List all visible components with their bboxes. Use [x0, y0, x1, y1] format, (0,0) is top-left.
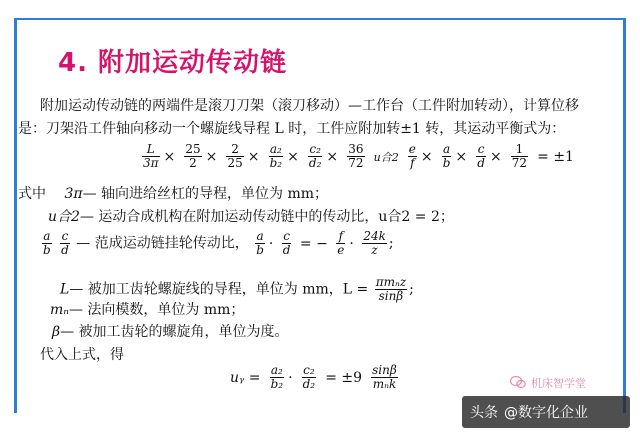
def-4-text: — 被加工齿轮螺旋线的导程，单位为 mm，L = — [69, 281, 369, 298]
footer-attribution[interactable] — [462, 396, 630, 428]
def-2-symbol: u合2 — [48, 209, 80, 225]
slide-border-left — [14, 18, 17, 413]
def-2-text: — 运动合成机构在附加运动传动链中的传动比，u合2 = 2； — [79, 209, 454, 225]
watermark-text: 机床智学堂 — [531, 377, 586, 390]
def-3-eq-24kz: $\frac{24k}{z}$ — [363, 229, 386, 257]
def-line-6 — [52, 323, 289, 341]
slide-border-right — [623, 18, 626, 413]
def-3-eq-ab: $\frac{a}{b}$ — [256, 229, 264, 257]
def-line-1 — [18, 185, 328, 203]
def-3-frac-cd: $\frac{c}{d}$ — [61, 229, 69, 257]
eq-frac-5: $\frac{\text{c₂}}{\text{d₂}}$ — [308, 142, 322, 170]
def-prefix: 式中 — [18, 186, 46, 202]
def-1-text: — 轴向进给丝杠的导程，单位为 mm； — [82, 186, 329, 202]
eq-rhs: = ±1 — [537, 148, 574, 165]
eq-u-label: u合2 — [373, 150, 399, 164]
def-4-symbol: L — [60, 281, 70, 298]
result-lhs: uᵧ = — [230, 369, 261, 386]
def-5-text: — 法向模数，单位为 mm； — [68, 302, 245, 318]
result-mid: = ±9 — [325, 369, 363, 386]
result-frac-1: $\frac{\text{a₂}}{\text{b₂}}$ — [270, 363, 284, 391]
def-6-text: — 被加工齿轮的螺旋角，单位为度。 — [60, 324, 289, 340]
def-3-text: — 范成运动链挂轮传动比， — [76, 235, 249, 252]
eq-frac-3: $\frac{2}{25}$ — [227, 142, 243, 170]
footer-handle[interactable]: @数字化企业 — [504, 405, 588, 421]
eq-frac-2: $\frac{25}{2}$ — [185, 142, 201, 170]
footer-prefix: 头条 — [470, 405, 498, 421]
eq-frac-9: $\frac{c}{d}$ — [477, 142, 485, 170]
def-6-symbol: β — [52, 324, 61, 340]
def-1-symbol: 3π — [64, 186, 83, 202]
eq-frac-6: $\frac{36}{72}$ — [348, 142, 364, 170]
eq-frac-7: $\frac{e}{f}$ — [408, 142, 416, 170]
result-equation: uᵧ = $\frac{\text{a₂}}{\text{b₂}}$ · $\frac{\text{c₂}}{\text{d₂}}$ = ±9 $\frac{\sin\beta}{\text{mₙk}}$ — [230, 363, 397, 391]
section-title: 4. 附加运动传动链 — [58, 48, 288, 78]
def-3-eq-fe: $\frac{f}{e}$ — [337, 229, 345, 257]
def-3-eq-cd: $\frac{c}{d}$ — [282, 229, 291, 257]
def-4-frac: $\frac{\text{πmₙz}}{\sin\beta}$ — [375, 275, 407, 303]
def-line-2 — [48, 208, 454, 226]
def-5-symbol: mₙ — [50, 302, 69, 318]
result-frac-2: $\frac{\text{c₂}}{\text{d₂}}$ — [302, 363, 316, 391]
def-3-frac-ab: $\frac{a}{b}$ — [43, 229, 51, 257]
def-line-4: L— 被加工齿轮螺旋线的导程，单位为 mm，L = $\frac{\text{πmₙz}}{\sin\beta}$ ; — [60, 275, 414, 303]
intro-line-1: 附加运动传动链的两端件是滚刀刀架（滚刀移动）—工作台（工件附加转动），计算位移 — [40, 98, 579, 114]
eq-frac-8: $\frac{a}{b}$ — [442, 142, 451, 170]
substitute-line: 代入上式，得 — [40, 347, 124, 363]
eq-frac-1: $\frac{L}{3\pi}$ — [143, 142, 159, 170]
def-line-3: $\frac{a}{b}$ $\frac{c}{d}$ — 范成运动链挂轮传动比， $\frac{a}{b}$ · $\frac{c}{d}$ = − $\frac{f}{e}$ · $\frac{24k}{z}$ ; — [43, 229, 394, 257]
intro-line-2: 是：刀架沿工件轴向移动一个螺旋线导程 L 时，工件应附加转±1 转，其运动平衡式为： — [18, 121, 566, 137]
wechat-icon — [510, 375, 526, 389]
balance-equation: $\frac{L}{3\pi}$ × $\frac{25}{2}$ × $\frac{2}{25}$ × $\frac{\text{a₂}}{\text{b₂}}$ × $\frac{\text{c₂}}{\text{d₂}}$ × $\frac{36}{72}$ u合2 $\frac{e}{f}$ × $\frac{a}{b}$ × $\frac{c}{d}$ × $\frac{1}{72}$ = ±1 — [143, 142, 574, 170]
eq-frac-4: $\frac{\text{a₂}}{\text{b₂}}$ — [269, 142, 283, 170]
def-3-eq-mid: = − — [299, 235, 328, 252]
eq-frac-10: $\frac{1}{72}$ — [511, 142, 528, 170]
def-line-5 — [50, 301, 244, 319]
result-frac-3: $\frac{\sin\beta}{\text{mₙk}}$ — [372, 363, 397, 391]
slide-border-top — [14, 18, 626, 20]
